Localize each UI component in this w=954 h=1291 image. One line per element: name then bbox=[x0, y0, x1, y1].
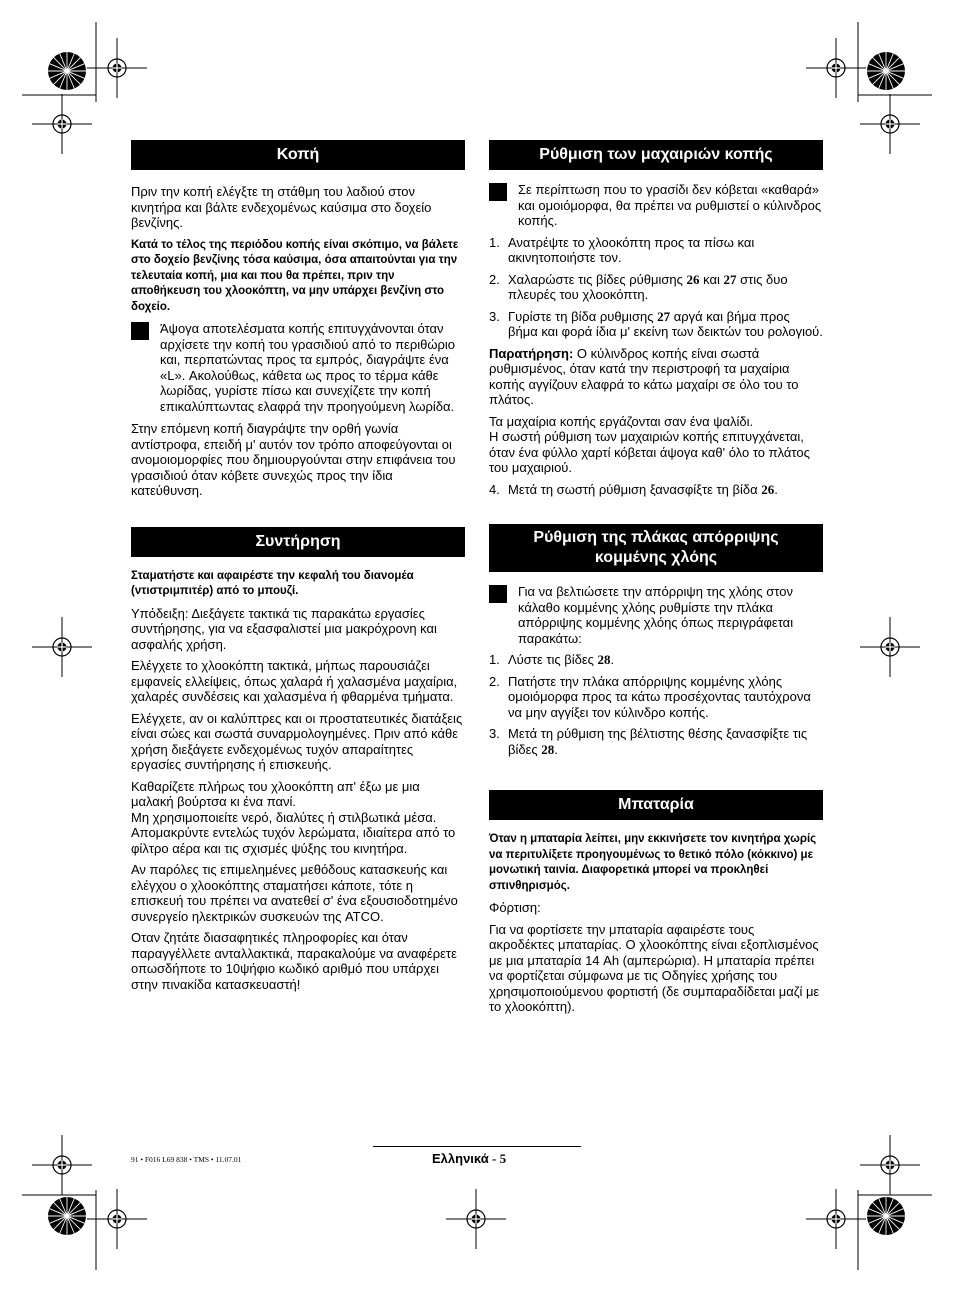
maxairia-remark: Παρατήρηση: Ο κύλινδρος κοπής είναι σωστά ρυθμισμένος, όταν κατά την περιστροφή τα μαχαίρια κοπής αγγίζουν ελαφρά το κάτω μαχαίρι σε όλο του το πλάτος. bbox=[489, 345, 799, 407]
part-number: 26 bbox=[686, 271, 700, 287]
maxairia-note-text: Σε περίπτωση που το γρασίδι δεν κόβεται «καθαρά» και ομοιόμορφα, θα πρέπει να ρυθμιστεί ο κύλινδρος κοπής. bbox=[518, 182, 822, 228]
right-column bbox=[489, 140, 823, 1015]
left-column bbox=[131, 140, 465, 992]
note-icon bbox=[131, 322, 149, 340]
syntirisi-paragraph-5: Αν παρόλες τις επιμελημένες μεθόδους κατασκευής και ελέγχου ο χλοοκόπτης σταματήσει κάποτε, τότε η επισκευή του πρέπει να ανατεθεί σ' ένα εξουσιοδοτημένο συνεργείο ηλεκτρικών συσκευών της ATCO. bbox=[131, 862, 458, 924]
plaka-step-3: 3. Μετά τη ρύθμιση της βέλτιστης θέσης ξανασφίξτε τις βίδες 28. bbox=[489, 726, 808, 757]
plaka-note-text: Για να βελτιώσετε την απόρριψη της χλόης στον κάλαθο κομμένης χλόης ρυθμίστε την πλάκα απόρριψης κομμένης χλόης όπως περιγράφεται παρακάτω: bbox=[518, 584, 794, 646]
maxairia-step-4: 4. Μετά τη σωστή ρύθμιση ξανασφίξτε τη βίδα 26. bbox=[489, 481, 778, 497]
koph-paragraph-1: Πριν την κοπή ελέγξτε τη στάθμη του λαδιού στον κινητήρα και βάλτε ενδεχομένως καύσιμα στο δοχείο βενζίνης. bbox=[131, 184, 432, 230]
footer-print-code: 91 • F016 L69 838 • TMS • 11.07.01 bbox=[131, 1155, 242, 1164]
part-number: 28 bbox=[597, 652, 611, 667]
mpataria-warning: Όταν η μπαταρία λείπει, μην εκκινήσετε τον κινητήρα χωρίς να περιτυλίξετε προηγουμένως το θετικό πόλο (κόκκινο) με μονωτική ταινία. Διαφορετικά μπορεί να προκληθεί σπινθηρισμός. bbox=[489, 833, 817, 892]
footer-language: Ελληνικά bbox=[432, 1151, 489, 1166]
section-heading-koph: Κοπή bbox=[131, 140, 465, 170]
syntirisi-paragraph-4b: Μη χρησιμοποιείτε νερό, διαλύτες ή στιλβωτικά μέσα. Απομακρύντε εντελώς τυχόν λερώματα, ιδιαίτερα από το φίλτρο αέρα και τις σχισμές ψύξης του κινητήρα. bbox=[131, 809, 456, 856]
section-heading-maxairia: Ρύθμιση των μαχαιριών κοπής bbox=[489, 140, 823, 170]
maxairia-step-3: 3. Γυρίστε τη βίδα ρυθμισης 27 αργά και βήμα προς βήμα και φορά ίδια μ' εκείνη των δεικτών του ρολογιού. bbox=[489, 308, 823, 339]
koph-warning: Κατά το τέλος της περιόδου κοπής είναι σκόπιμο, να βάλετε στο δοχείο βενζίνης τόσα καύσιμα, όσα απαιτούνται για την τελευταία κοπή, μια και που θα πρέπει, πριν την αποθήκευση του χλοοκόπτη, να μην υπάρχει βενζίνη στο δοχείο. bbox=[131, 238, 459, 313]
part-number: 26 bbox=[761, 481, 775, 497]
syntirisi-warning: Σταματήστε και αφαιρέστε την κεφαλή του διανομέα (ντιστριμπιτέρ) από το μπουζί. bbox=[131, 569, 414, 597]
mpataria-label: Φόρτιση: bbox=[489, 900, 541, 915]
koph-paragraph-2: Στην επόμενη κοπή διαγράψτε την ορθή γωνία αντίστροφα, επειδή μ' αυτόν τον τρόπο αποφεύγονται οι ανομοιομορφίες που δημιουργούνται στην επιφάνεια του γρασιδιού όταν κόβετε συνεχώς προς την ίδια κατεύθυνση. bbox=[131, 421, 456, 498]
maxairia-steps bbox=[489, 235, 823, 340]
plaka-step-1: 1. Λύστε τις βίδες 28. bbox=[489, 652, 615, 667]
page-number: 5 bbox=[499, 1151, 507, 1166]
maxairia-paragraph-1b: Η σωστή ρύθμιση των μαχαιριών κοπής επιτυγχάνεται, όταν ένα φύλλο χαρτί κόβεται άψογα καθ' όλο το πλάτος του μαχαιριού. bbox=[489, 429, 810, 475]
syntirisi-paragraph-4a: Καθαρίζετε πλήρως του χλοοκόπτη απ' έξω με μια μαλακή βούρτσα κι ένα πανί. bbox=[131, 778, 420, 809]
maxairia-paragraph-1a: Τα μαχαίρια κοπής εργάζονται σαν ένα ψαλίδι. bbox=[489, 413, 754, 429]
syntirisi-paragraph-6: Οταν ζητάτε διασαφητικές πληροφορίες και όταν παραγγέλλετε ανταλλακτικά, παρακαλούμε να αναφέρετε οπωσδήποτε το 10ψήφιο κωδικό αριθμό που υπάρχει στην πινακίδα κατασκευαστή! bbox=[131, 930, 457, 992]
section-heading-syntirisi: Συντήρηση bbox=[131, 527, 465, 557]
koph-note-text: Άψογα αποτελέσματα κοπής επιτυγχάνονται όταν αρχίσετε την κοπή του γρασιδιού από το περιθώριο και, περπατώντας προς τα εμπρός, διαγράψτε ένα «L». Ακολούθως, κάθετα ως προς το τέρμα κάθε λωρίδας, γυρίστε πίσω και συνεχίζετε την κοπή επικαλύπτωντας ελαφρά την προηγούμενη λωρίδα. bbox=[160, 321, 456, 414]
plaka-note bbox=[489, 584, 823, 646]
section-heading-mpataria: Μπαταρία bbox=[489, 790, 823, 820]
part-number: 27 bbox=[723, 271, 737, 287]
syntirisi-paragraph-3: Ελέγχετε, αν οι καλύπτρες και οι προστατευτικές διατάξεις είναι σώες και σωστά συναρμολογημένες. Πριν από κάθε χρήση διεξάγετε ενδεχομένως τυχόν απαραίτητες εργασίες συντήρησης ή επισκευής. bbox=[131, 710, 463, 772]
koph-note bbox=[131, 321, 465, 414]
note-icon bbox=[489, 585, 507, 603]
plaka-steps bbox=[489, 652, 823, 757]
part-number: 28 bbox=[541, 741, 555, 757]
note-icon bbox=[489, 183, 507, 201]
mpataria-paragraph-1: Για να φορτίσετε την μπαταρία αφαιρέστε τους ακροδέκτες μπαταρίας. Ο χλοοκόπτης είναι εξοπλισμένος με μια μπαταρία 14 Ah (αμπερώρια). Η μπαταρία πρέπει να φορτίζεται σύμφωνα με τις Οδηγίες χρήσης του χρησιμοποιούμενου φορτιστή (δε συμπαραδίδεται μαζί με το χλοοκόπτη). bbox=[489, 921, 820, 1014]
section-heading-plaka: Ρύθμιση της πλάκας απόρριψης κομμένης χλόης bbox=[489, 524, 823, 572]
maxairia-step-2: 2. Χαλαρώστε τις βίδες ρύθμισης 26 και 27 στις δυο πλευρές του χλοοκόπτη. bbox=[489, 271, 788, 302]
plaka-step-2: 2. Πατήστε την πλάκα απόρριψης κομμένης χλόης ομοιόμορφα προς τα κάτω προσέχοντας ταυτόχρονα να μην αγγίξει τον κύλινδρο κοπής. bbox=[489, 673, 811, 720]
part-number: 27 bbox=[657, 308, 671, 324]
maxairia-step-1: 1. Ανατρέψτε το χλοοκόπτη προς τα πίσω και ακινητοποιήστε τον. bbox=[489, 234, 755, 265]
syntirisi-paragraph-2: Ελέγχετε το χλοοκόπτη τακτικά, μήπως παρουσιάζει εμφανείς ελλείψεις, όπως χαλαρά ή χαλασμένα μαχαίρια, χαλαρές συνδέσεις και χαλασμένα ή φθαρμένα τμήματα. bbox=[131, 658, 458, 704]
footer-page-label: Ελληνικά - 5 bbox=[432, 1151, 507, 1166]
syntirisi-paragraph-1: Υπόδειξη: Διεξάγετε τακτικά τις παρακάτω εργασίες συντήρησης, για να εξασφαλιστεί μια μακρόχρονη και ασφαλής χρήση. bbox=[131, 605, 437, 652]
footer-rule bbox=[373, 1146, 581, 1147]
maxairia-note bbox=[489, 182, 823, 229]
